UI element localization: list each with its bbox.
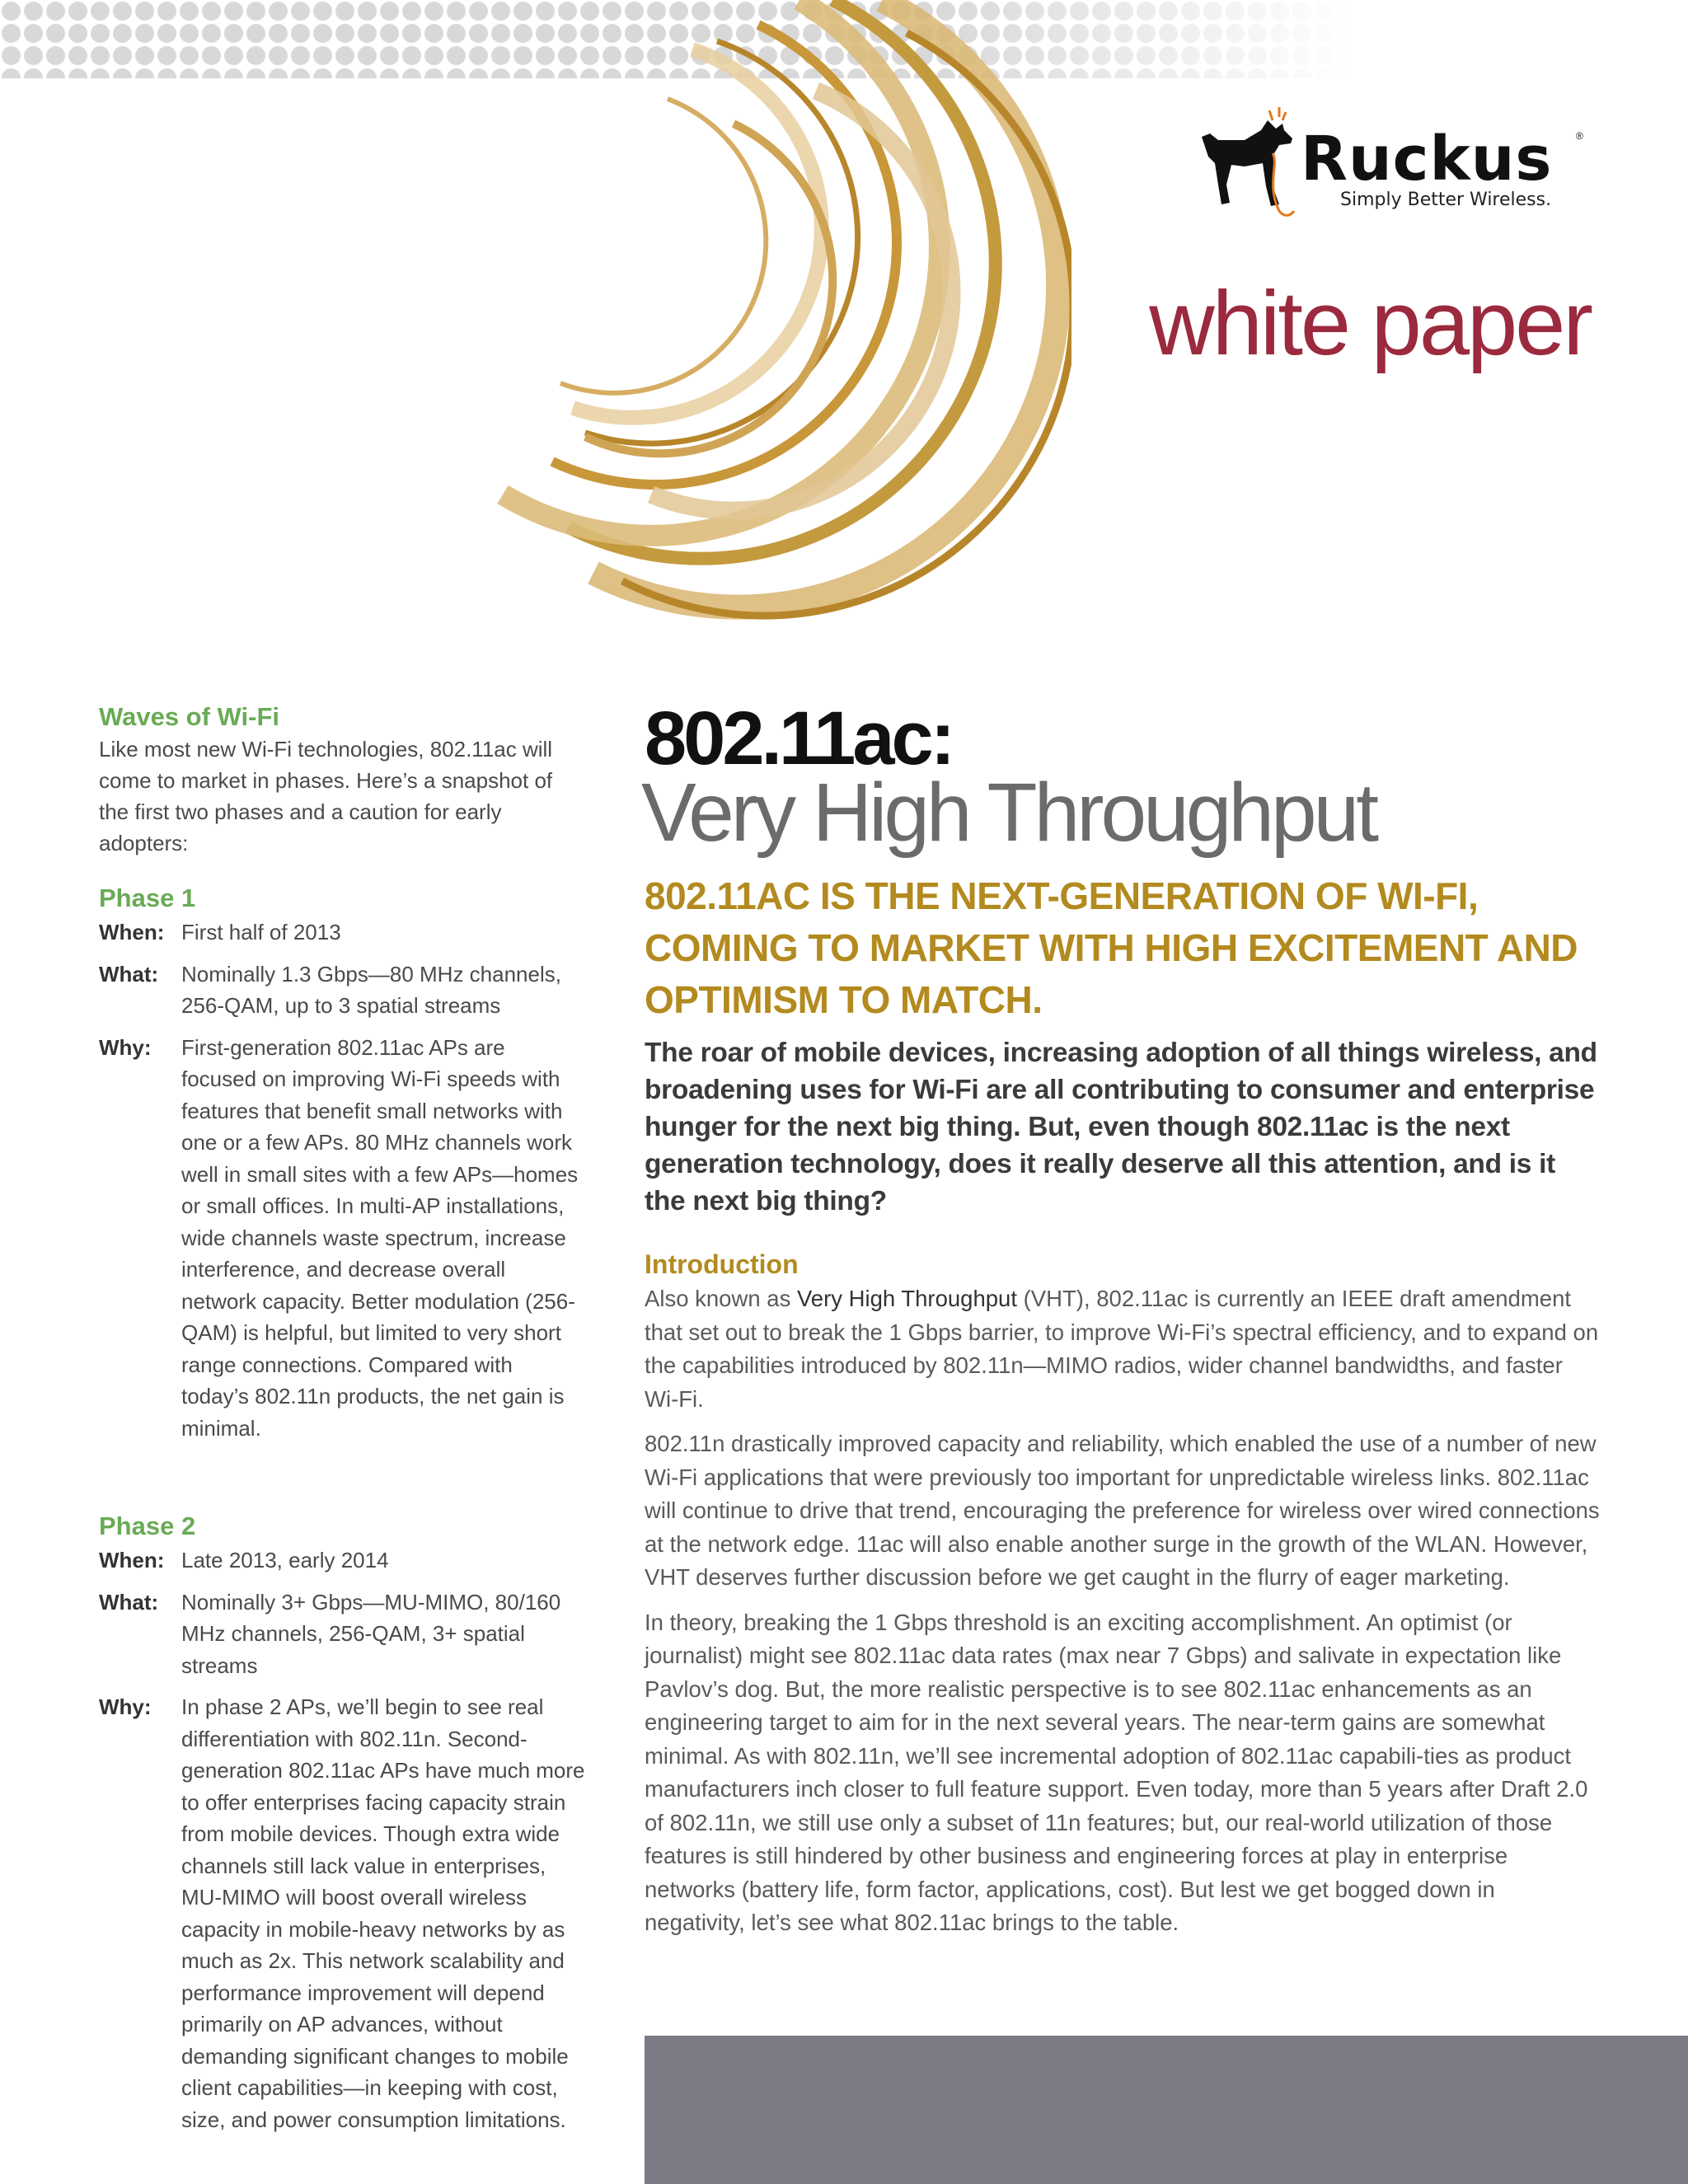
phase1-why-row	[99, 1032, 585, 1445]
main-article	[641, 696, 1601, 1940]
phase1-what-value: Nominally 1.3 Gbps—80 MHz channels, 256-QAM, up to 3 spatial streams	[181, 961, 561, 1018]
p1-rest: (VHT), 802.11ac is currently an IEEE draft amendment that set out to break the 1 Gbps barrier, to improve Wi-Fi’s spectral efficiency, and to expand on the capabilities introduced by 802.11n—MIMO radios, wider channel bandwidths, and faster Wi-Fi.	[645, 1286, 1599, 1412]
sidebar-waves-of-wifi	[99, 702, 585, 2135]
phase2-what-label: What:	[99, 1589, 159, 1615]
p1-prefix: Also known as	[645, 1286, 797, 1311]
article-lead: The roar of mobile devices, increasing adoption of all things wireless, and broadening uses for Wi-Fi are all contributing to consumer and enterprise hunger for the next big thing. But, even though 802.11ac is the next generation technology, does it really deserve all this attention, and is it the next big thing?	[645, 1038, 1597, 1216]
logo-tagline: Simply Better Wireless.	[1340, 190, 1552, 210]
phase2-what-row	[99, 1586, 585, 1682]
phase2-why-row	[99, 1691, 585, 2135]
article-subtitle: Very High Throughput	[641, 766, 1376, 859]
intro-paragraph-2: 802.11n drastically improved capacity and reliability, which enabled the use of a number of new Wi-Fi applications that were previously too important for unpredictable wireless links. 802.11ac will continue to drive that trend, encouraging the preference for wireless over wired connections at the network edge. 11ac will also enable another surge in the growth of the WLAN. However, VHT deserves further discussion before we get caught in the flurry of eager marketing.	[645, 1431, 1600, 1590]
logo-wordmark: Ruckus	[1301, 124, 1553, 194]
sidebar-heading: Waves of Wi-Fi	[99, 702, 280, 731]
ruckus-logo	[1187, 105, 1582, 221]
phase2-why-value: In phase 2 APs, we’ll begin to see real differentiation with 802.11n. Second-generation 802.11ac APs have much more to offer enterprises facing capacity strain from mobile devices. Though extra wide channels still lack value in enterprises, MU-MIMO will boost overall wireless capacity in mobile-heavy networks by as much as 2x. This network scalability and performance improvement will depend primarily on AP advances, without demanding significant changes to mobile client capabilities—in keeping with cost, size, and power consumption limitations.	[181, 1694, 585, 2132]
introduction-heading: Introduction	[645, 1249, 799, 1279]
concentric-arcs-graphic	[445, 0, 1071, 626]
document-type-label: white paper	[1149, 273, 1591, 374]
phase2-why-label: Why:	[99, 1694, 152, 1719]
intro-paragraph-1	[645, 1282, 1601, 1416]
phase1-when-row	[99, 916, 585, 949]
p1-emphasis: Very High Throughput	[796, 1286, 1017, 1311]
sidebar-intro: Like most new Wi-Fi technologies, 802.11ac will come to market in phases. Here’s a snapshot of the first two phases and a caution for early adopters:	[99, 737, 553, 855]
phase2-when-value: Late 2013, early 2014	[181, 1548, 389, 1572]
registered-mark: ®	[1576, 130, 1583, 142]
phase1-why-label: Why:	[99, 1034, 152, 1060]
article-title: 802.11ac:	[645, 696, 953, 780]
phase2-when-row	[99, 1544, 585, 1577]
phase1-title: Phase 1	[99, 883, 196, 912]
phase2-title: Phase 2	[99, 1511, 196, 1540]
phase2-what-value: Nominally 3+ Gbps—MU-MIMO, 80/160 MHz channels, 256-QAM, 3+ spatial streams	[181, 1589, 561, 1678]
footer-gray-block	[645, 2036, 1688, 2184]
dog-logo-icon	[1187, 105, 1302, 221]
phase1-why-value: First-generation 802.11ac APs are focused on improving Wi-Fi speeds with features that benefit small networks with one or a few APs. 80 MHz channels work well in small sites with a few APs—homes or small offices. In multi-AP installations, wide channels waste spectrum, increase interference, and decrease overall network capacity. Better modulation (256-QAM) is helpful, but limited to very short range connections. Compared with today’s 802.11n products, the net gain is minimal.	[181, 1034, 579, 1441]
intro-paragraph-3: In theory, breaking the 1 Gbps threshold is an exciting accomplishment. An optimist (or journalist) might see 802.11ac data rates (max near 7 Gbps) and salivate in expectation like Pavlov’s dog. But, the more realistic perspective is to see 802.11ac enhancements as an engineering target to aim for in the next several years. The near-term gains are somewhat minimal. As with 802.11n, we’ll see incremental adoption of 802.11ac capabili-ties as product manufacturers inch closer to full feature support. Even today, more than 5 years after Draft 2.0 of 802.11n, we still use only a subset of 11n features; but, our real-world utilization of those features is still hindered by other business and engineering forces at play in enterprise networks (battery life, form factor, applications, cost). But lest we get bogged down in negativity, let’s see what 802.11ac brings to the table.	[645, 1609, 1588, 1935]
phase2-when-label: When:	[99, 1548, 165, 1572]
article-headline: 802.11AC IS THE NEXT-GENERATION OF WI-FI, COMING TO MARKET WITH HIGH EXCITEMENT AND OPTIMISM TO MATCH.	[645, 874, 1578, 1021]
phase1-when-label: When:	[99, 920, 165, 944]
phase1-what-label: What:	[99, 961, 159, 987]
phase1-when-value: First half of 2013	[181, 920, 341, 944]
phase1-what-row	[99, 958, 585, 1022]
